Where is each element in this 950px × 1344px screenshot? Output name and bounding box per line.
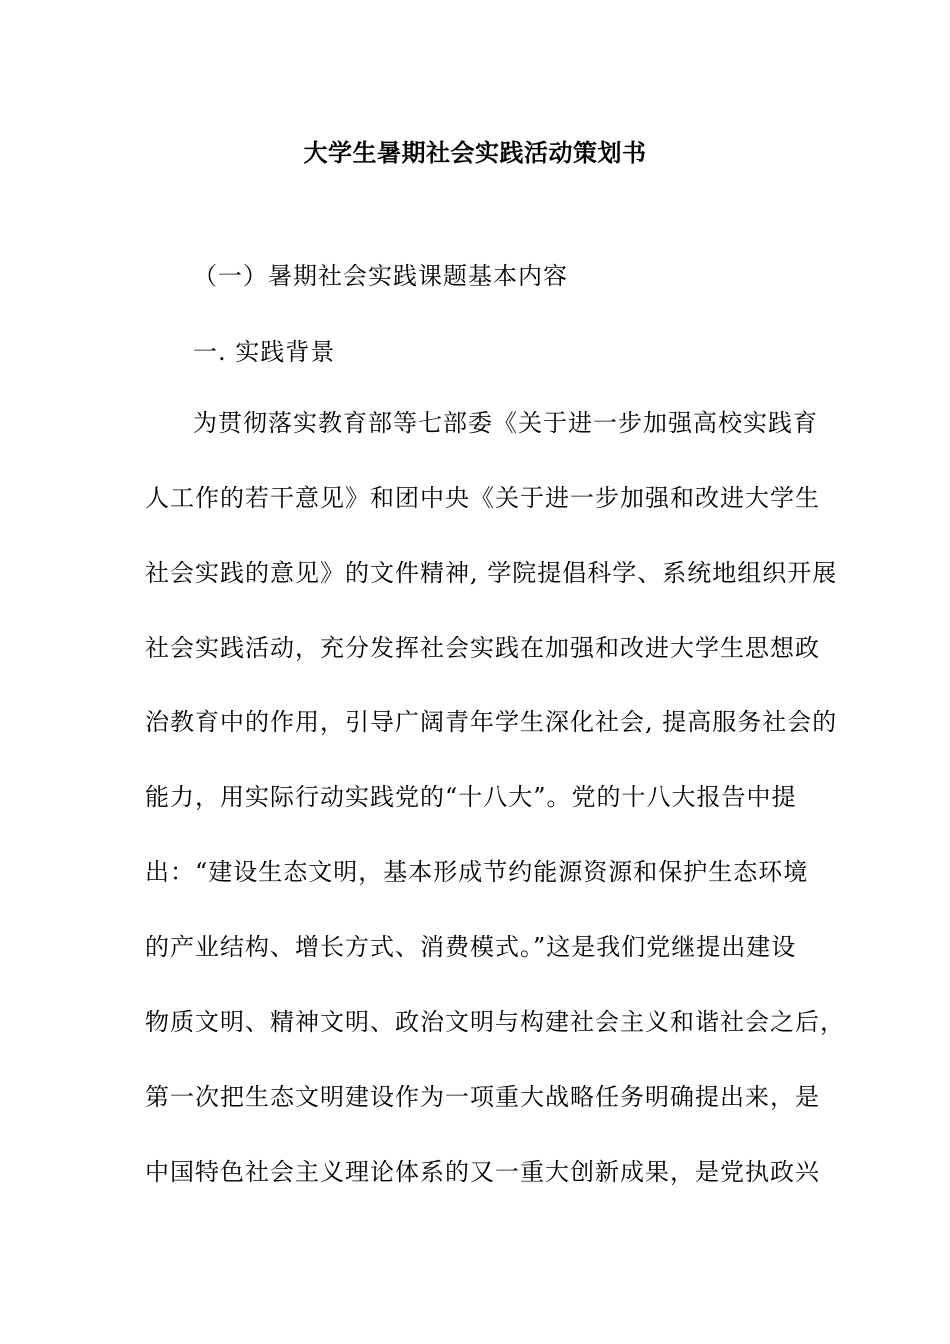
paragraph-line: 能力，用实际行动实践党的“十八大”。党的十八大报告中提	[145, 783, 797, 811]
paragraph-line: 中国特色社会主义理论体系的又一重大创新成果，是党执政兴	[145, 1158, 820, 1186]
paragraph-line: 物质文明、精神文明、政治文明与构建社会主义和谐社会之后，	[145, 1008, 845, 1036]
document-title: 大学生暑期社会实践活动策划书	[303, 138, 647, 167]
paragraph-line: 第一次把生态文明建设作为一项重大战略任务明确提出来，是	[145, 1083, 820, 1111]
paragraph-line: 人工作的若干意见》和团中央《关于进一步加强和改进大学生	[145, 484, 820, 512]
paragraph-line: 为贯彻落实教育部等七部委《关于进一步加强高校实践育	[193, 409, 818, 437]
paragraph-line: 治教育中的作用，引导广阔青年学生深化社会, 提高服务社会的	[145, 708, 838, 736]
section-heading: （一）暑期社会实践课题基本内容	[193, 262, 568, 290]
paragraph-line: 社会实践的意见》的文件精神, 学院提倡科学、系统地组织开展	[145, 559, 838, 587]
paragraph-line: 社会实践活动，充分发挥社会实践在加强和改进大学生思想政	[145, 634, 820, 662]
subsection-heading: 一. 实践背景	[193, 338, 336, 366]
paragraph-line: 的产业结构、增长方式、消费模式。”这是我们党继提出建设	[145, 933, 797, 961]
paragraph-line: 出：“建设生态文明，基本形成节约能源资源和保护生态环境	[145, 858, 809, 886]
